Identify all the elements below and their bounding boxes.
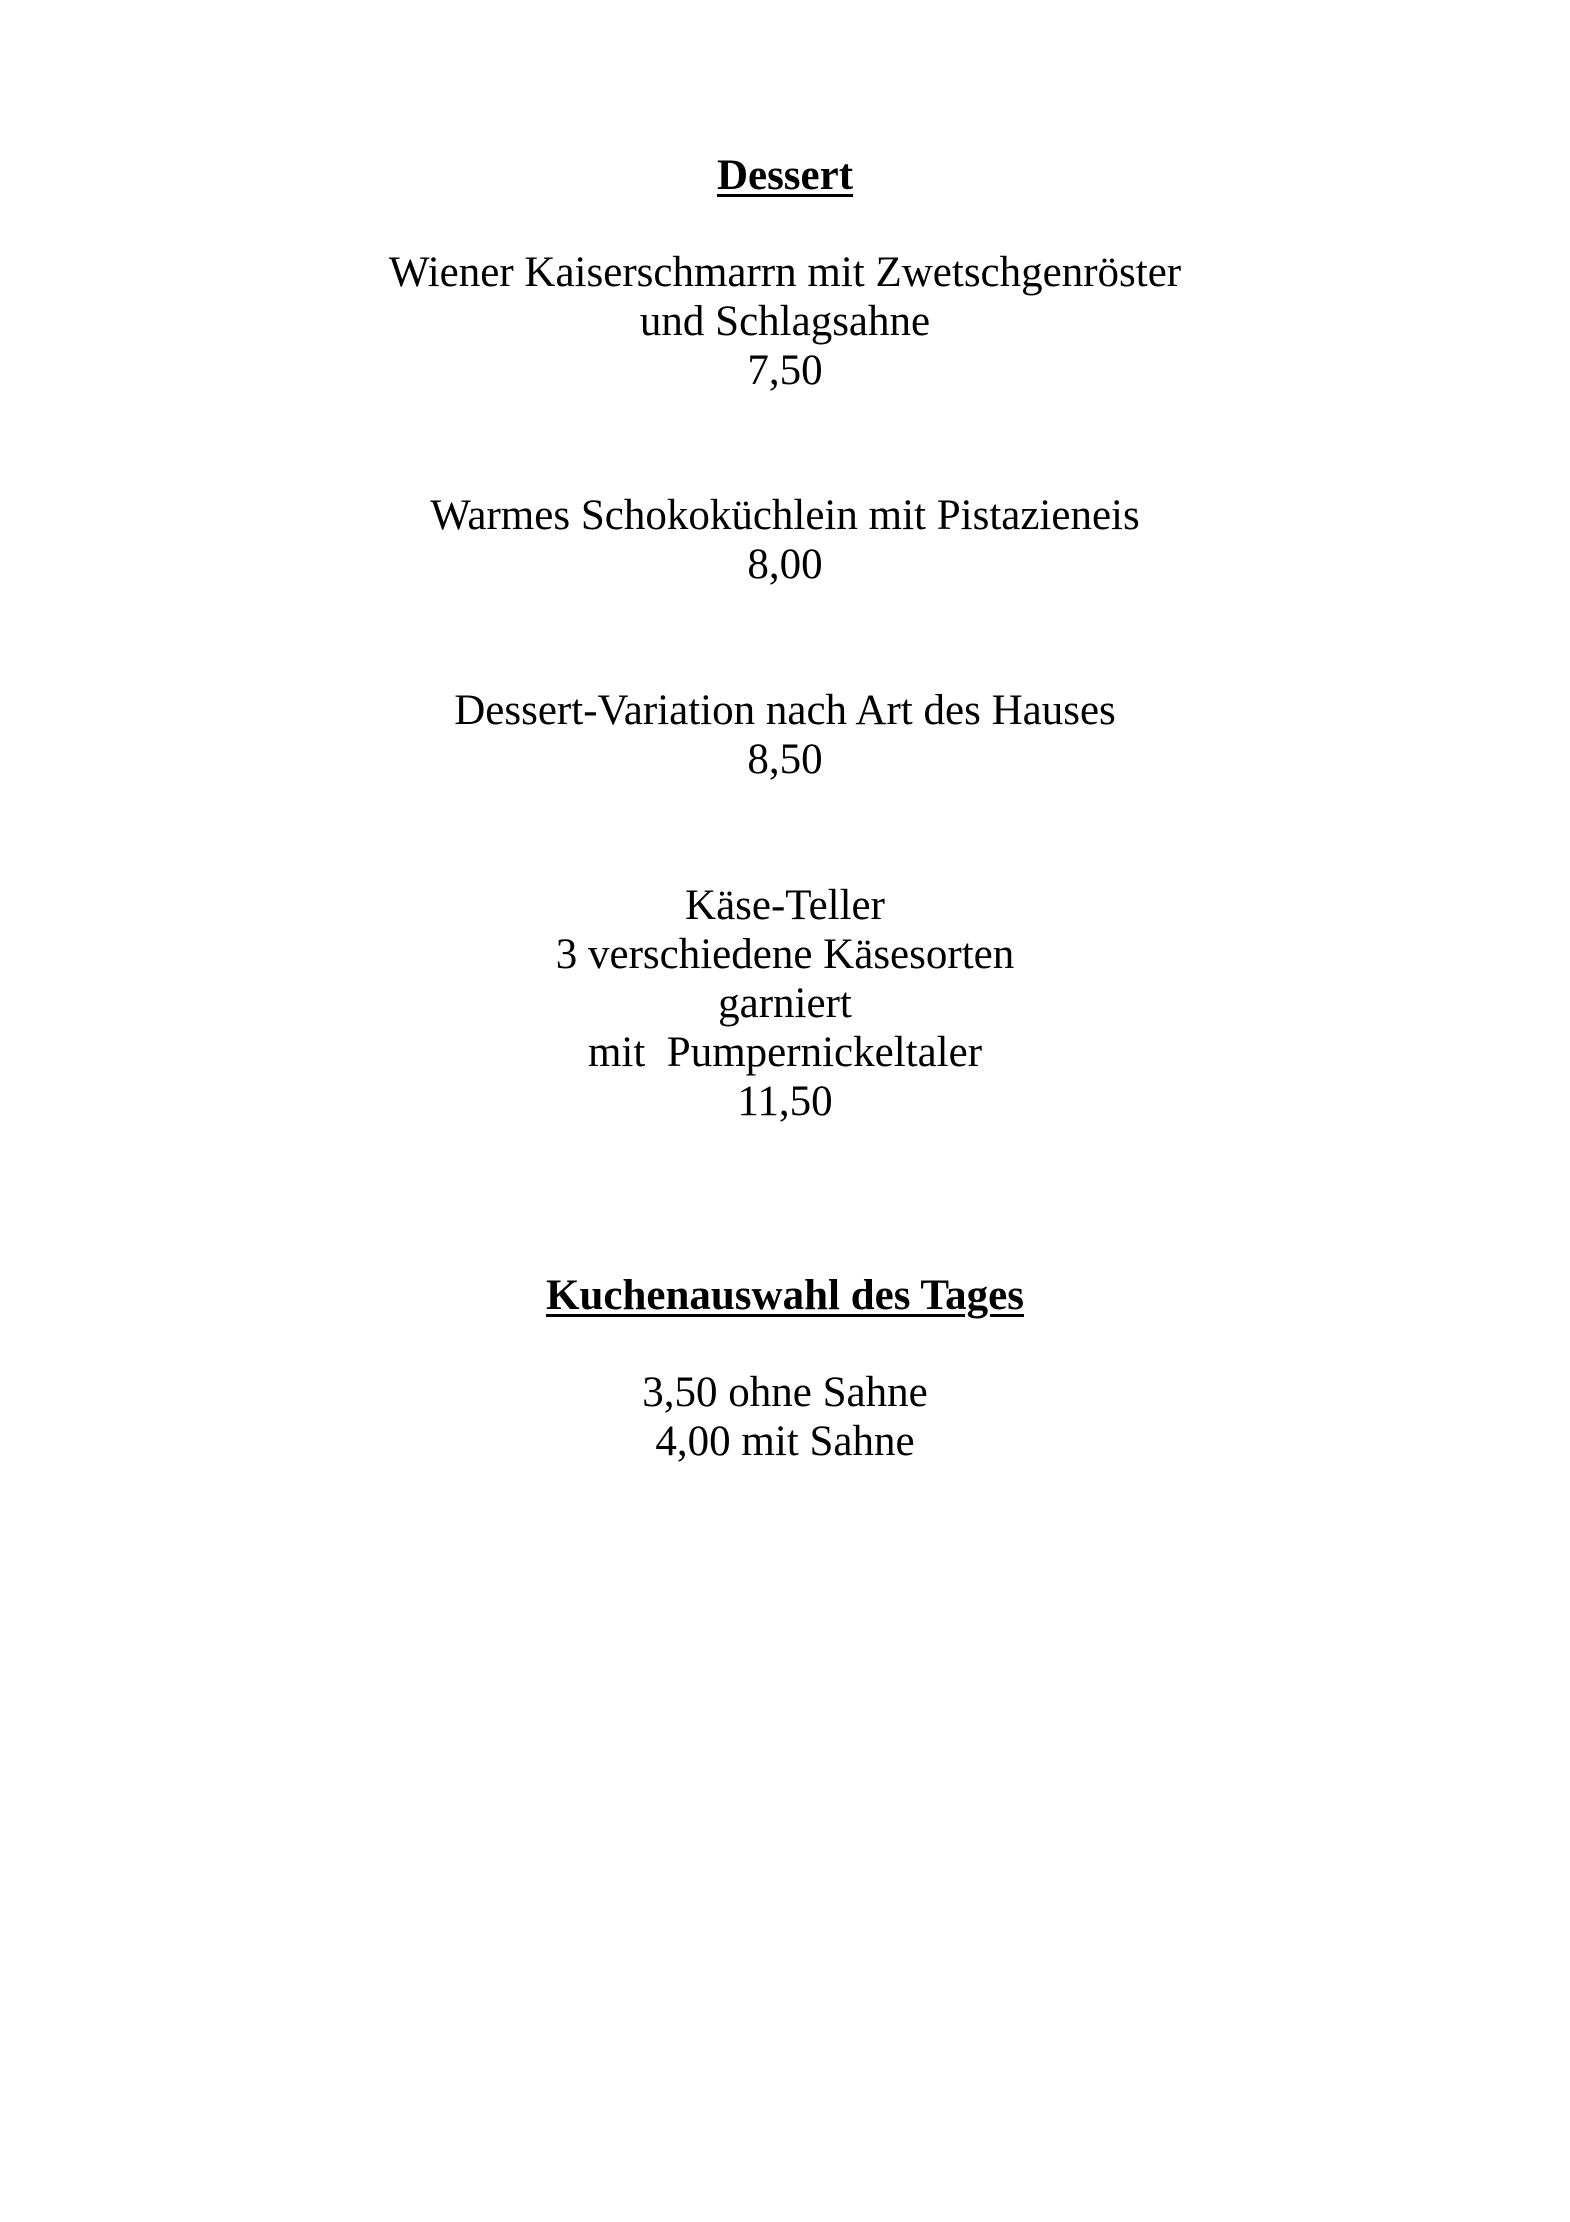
menu-item-price: 8,00 [747, 541, 823, 588]
kuchen-price-ohne-sahne: 3,50 ohne Sahne [642, 1369, 928, 1416]
menu-item-description: 3 verschiedene Käsesorten [555, 931, 1015, 978]
dessert-heading: Dessert [716, 152, 854, 199]
menu-item-name: Käse-Teller [685, 882, 885, 929]
menu-item-price: 7,50 [747, 347, 823, 394]
menu-item-description: garniert [718, 980, 852, 1027]
menu-item-price: 8,50 [747, 736, 823, 783]
menu-item-description: mit Pumpernickeltaler [587, 1029, 983, 1076]
menu-item-price: 11,50 [737, 1078, 833, 1125]
menu-item-name: Dessert-Variation nach Art des Hauses [454, 687, 1116, 734]
kuchen-heading: Kuchenauswahl des Tages [546, 1272, 1024, 1319]
menu-item-name: Wiener Kaiserschmarrn mit Zwetschgenröster [388, 249, 1182, 296]
kuchen-price-mit-sahne: 4,00 mit Sahne [655, 1418, 915, 1465]
menu-item-name: Warmes Schokoküchlein mit Pistazieneis [430, 492, 1140, 539]
menu-item-name-cont: und Schlagsahne [639, 298, 931, 345]
